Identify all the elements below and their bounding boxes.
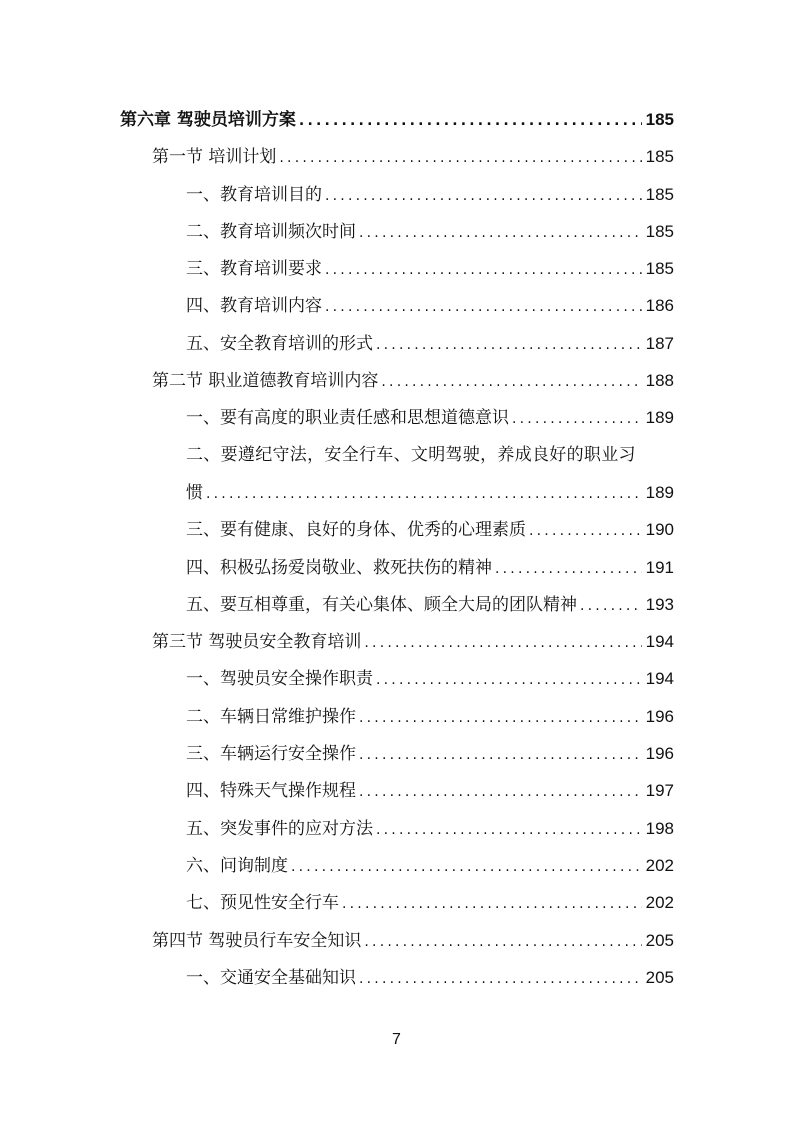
toc-entry-page: 187 — [645, 333, 674, 353]
toc-entry-title: 第六章 驾驶员培训方案 — [120, 110, 296, 130]
toc-entry-page: 193 — [645, 594, 674, 614]
toc-entry-title: 一、教育培训目的 — [186, 184, 322, 205]
toc-entry[interactable] — [0, 362, 793, 399]
toc-entry-page: 194 — [645, 669, 674, 689]
toc-entry-title: 二、要遵纪守法，安全行车、文明驾驶，养成良好的职业习 — [186, 444, 636, 465]
toc-entry-title-continuation: 惯 — [186, 482, 203, 503]
toc-entry[interactable] — [0, 101, 793, 138]
toc-entry-title: 第三节 驾驶员安全教育培训 — [152, 632, 362, 653]
toc-entry-wrapped[interactable] — [0, 437, 793, 474]
dot-leader — [361, 924, 641, 961]
dot-leader — [322, 252, 642, 289]
toc-entry[interactable] — [0, 922, 793, 959]
toc-entry-page: 202 — [645, 893, 674, 913]
dot-leader — [378, 364, 641, 401]
toc-entry[interactable] — [0, 847, 793, 884]
toc-entry-page: 205 — [645, 930, 674, 950]
toc-entry-title: 六、问询制度 — [186, 855, 288, 876]
toc-entry-title: 三、教育培训要求 — [186, 259, 322, 280]
toc-entry-title: 一、驾驶员安全操作职责 — [186, 669, 373, 690]
toc-entry-page: 189 — [645, 482, 674, 502]
toc-entry-page: 189 — [645, 408, 674, 428]
toc-entry[interactable] — [0, 399, 793, 436]
toc-entry-title: 四、教育培训内容 — [186, 296, 322, 317]
toc-entry-title: 七、预见性安全行车 — [186, 893, 339, 914]
toc-entry-title: 五、突发事件的应对方法 — [186, 818, 373, 839]
toc-entry-page: 185 — [645, 259, 674, 279]
toc-entry-page: 194 — [645, 632, 674, 652]
toc-entry-page: 188 — [645, 371, 674, 391]
toc-entry-page: 198 — [645, 818, 674, 838]
toc-entry-page: 190 — [645, 520, 674, 540]
dot-leader — [356, 737, 642, 774]
dot-leader — [373, 662, 642, 699]
toc-entry[interactable] — [0, 772, 793, 809]
toc-entry-title: 一、交通安全基础知识 — [186, 967, 356, 988]
dot-leader — [339, 886, 642, 923]
toc-entry-page: 185 — [645, 147, 674, 167]
page-number: 7 — [392, 1031, 401, 1048]
dot-leader — [577, 588, 642, 625]
dot-leader — [288, 849, 642, 886]
dot-leader — [322, 289, 642, 326]
toc-entry-title: 三、要有健康、良好的身体、优秀的心理素质 — [186, 520, 526, 541]
toc-entry[interactable] — [0, 213, 793, 250]
dot-leader — [509, 401, 642, 438]
toc-entry[interactable] — [0, 511, 793, 548]
dot-leader — [276, 140, 641, 177]
toc-entry-title: 五、要互相尊重，有关心集体、顾全大局的团队精神 — [186, 594, 577, 615]
dot-leader — [296, 103, 642, 140]
toc-entry[interactable] — [0, 959, 793, 996]
toc-entry-title: 一、要有高度的职业责任感和思想道德意识 — [186, 408, 509, 429]
toc-entry[interactable] — [0, 250, 793, 287]
dot-leader — [492, 551, 642, 588]
dot-leader — [356, 774, 642, 811]
toc-entry-page: 185 — [645, 184, 674, 204]
dot-leader — [322, 178, 642, 215]
toc-entry-page: 191 — [645, 557, 674, 577]
toc-entry-title: 五、安全教育培训的形式 — [186, 333, 373, 354]
dot-leader — [526, 513, 642, 550]
toc-entry-title: 第一节 培训计划 — [152, 147, 277, 168]
toc-entry[interactable] — [0, 325, 793, 362]
dot-leader — [373, 812, 642, 849]
dot-leader — [356, 215, 642, 252]
toc-entry-page: 185 — [645, 110, 674, 129]
toc-entry-title: 二、车辆日常维护操作 — [186, 706, 356, 727]
dot-leader — [356, 700, 642, 737]
toc-entry-title: 二、教育培训频次时间 — [186, 221, 356, 242]
toc-entry-continuation[interactable] — [0, 474, 793, 511]
dot-leader — [373, 327, 642, 364]
toc-entry[interactable] — [0, 586, 793, 623]
toc-entry-page: 196 — [645, 744, 674, 764]
toc-entry-title: 第四节 驾驶员行车安全知识 — [152, 930, 362, 951]
toc-entry-page: 196 — [645, 706, 674, 726]
toc-entry-page: 205 — [645, 967, 674, 987]
toc-entry[interactable] — [0, 138, 793, 175]
toc-entry[interactable] — [0, 287, 793, 324]
toc-entry-page: 197 — [645, 781, 674, 801]
dot-leader — [203, 476, 642, 513]
toc-entry-title: 四、特殊天气操作规程 — [186, 781, 356, 802]
table-of-contents — [0, 101, 793, 996]
toc-entry[interactable] — [0, 623, 793, 660]
toc-entry[interactable] — [0, 698, 793, 735]
toc-entry-title: 第二节 职业道德教育培训内容 — [152, 371, 379, 392]
toc-entry[interactable] — [0, 176, 793, 213]
toc-entry-page: 185 — [645, 221, 674, 241]
toc-entry[interactable] — [0, 549, 793, 586]
toc-entry[interactable] — [0, 884, 793, 921]
dot-leader — [361, 625, 641, 662]
toc-entry-title: 四、积极弘扬爱岗敬业、救死扶伤的精神 — [186, 557, 492, 578]
toc-entry[interactable] — [0, 810, 793, 847]
toc-entry-title: 三、车辆运行安全操作 — [186, 744, 356, 765]
dot-leader — [356, 961, 642, 998]
toc-entry[interactable] — [0, 735, 793, 772]
toc-entry-page: 186 — [645, 296, 674, 316]
toc-entry-page: 202 — [645, 855, 674, 875]
toc-entry[interactable] — [0, 660, 793, 697]
